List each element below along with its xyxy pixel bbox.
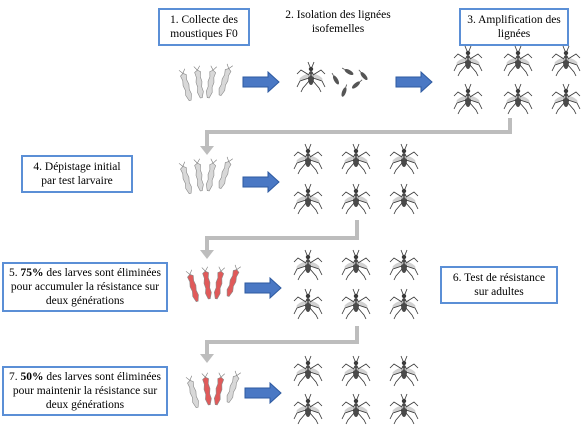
pupa-icon [341, 66, 354, 76]
connector-arrow-down-icon [207, 220, 357, 252]
arrow-right-icon [243, 72, 279, 92]
arrow-right-icon [243, 172, 279, 192]
larva-group-row4 [186, 371, 241, 408]
larva-icon [205, 66, 216, 99]
pupa-icon [351, 78, 364, 89]
mosquito-group-step7 [294, 356, 418, 424]
pupa-icon [357, 69, 368, 82]
larva-group-row2 [179, 157, 233, 194]
pupa-icon [340, 84, 348, 98]
step-7-percent: 50% [20, 371, 44, 383]
connector-arrow-down-icon [207, 118, 510, 148]
larva-icon [179, 69, 193, 101]
step-5-text: des larves sont éliminées pour accumuler la résistance sur deux générations [10, 267, 162, 307]
mosquito-group-step3 [454, 46, 580, 114]
mosquito-group-step5 [294, 250, 418, 319]
larva-icon [217, 64, 233, 96]
mosquito-icon [297, 62, 325, 92]
connector-arrow-down-icon [207, 326, 357, 356]
arrow-right-icon [396, 72, 432, 92]
step-7-number: 7. [8, 371, 21, 383]
step-2-label: 2. Isolation des lignées isofemelles [285, 9, 391, 35]
step-6-label: 6. Test de résistance sur adultes [452, 272, 546, 298]
step-4-label: 4. Dépistage initial par test larvaire [33, 161, 121, 187]
step-5-percent: 75% [20, 267, 44, 279]
mosquito-group-step4 [294, 144, 418, 214]
step-5-number: 5. [8, 267, 21, 279]
larva-icon [194, 66, 204, 99]
step-1-label: 1. Collecte des moustiques F0 [169, 14, 239, 40]
step-3-label: 3. Amplification des lignées [467, 14, 561, 40]
arrow-right-icon [245, 278, 281, 298]
larva-group-row1 [179, 64, 233, 101]
arrow-right-icon [245, 383, 281, 403]
pupa-icon [330, 72, 340, 85]
step-7-text: des larves sont éliminées pour maintenir la résistance sur deux générations [12, 371, 162, 411]
larva-group-row3-eliminated [186, 265, 241, 302]
pupa-group [330, 66, 368, 97]
